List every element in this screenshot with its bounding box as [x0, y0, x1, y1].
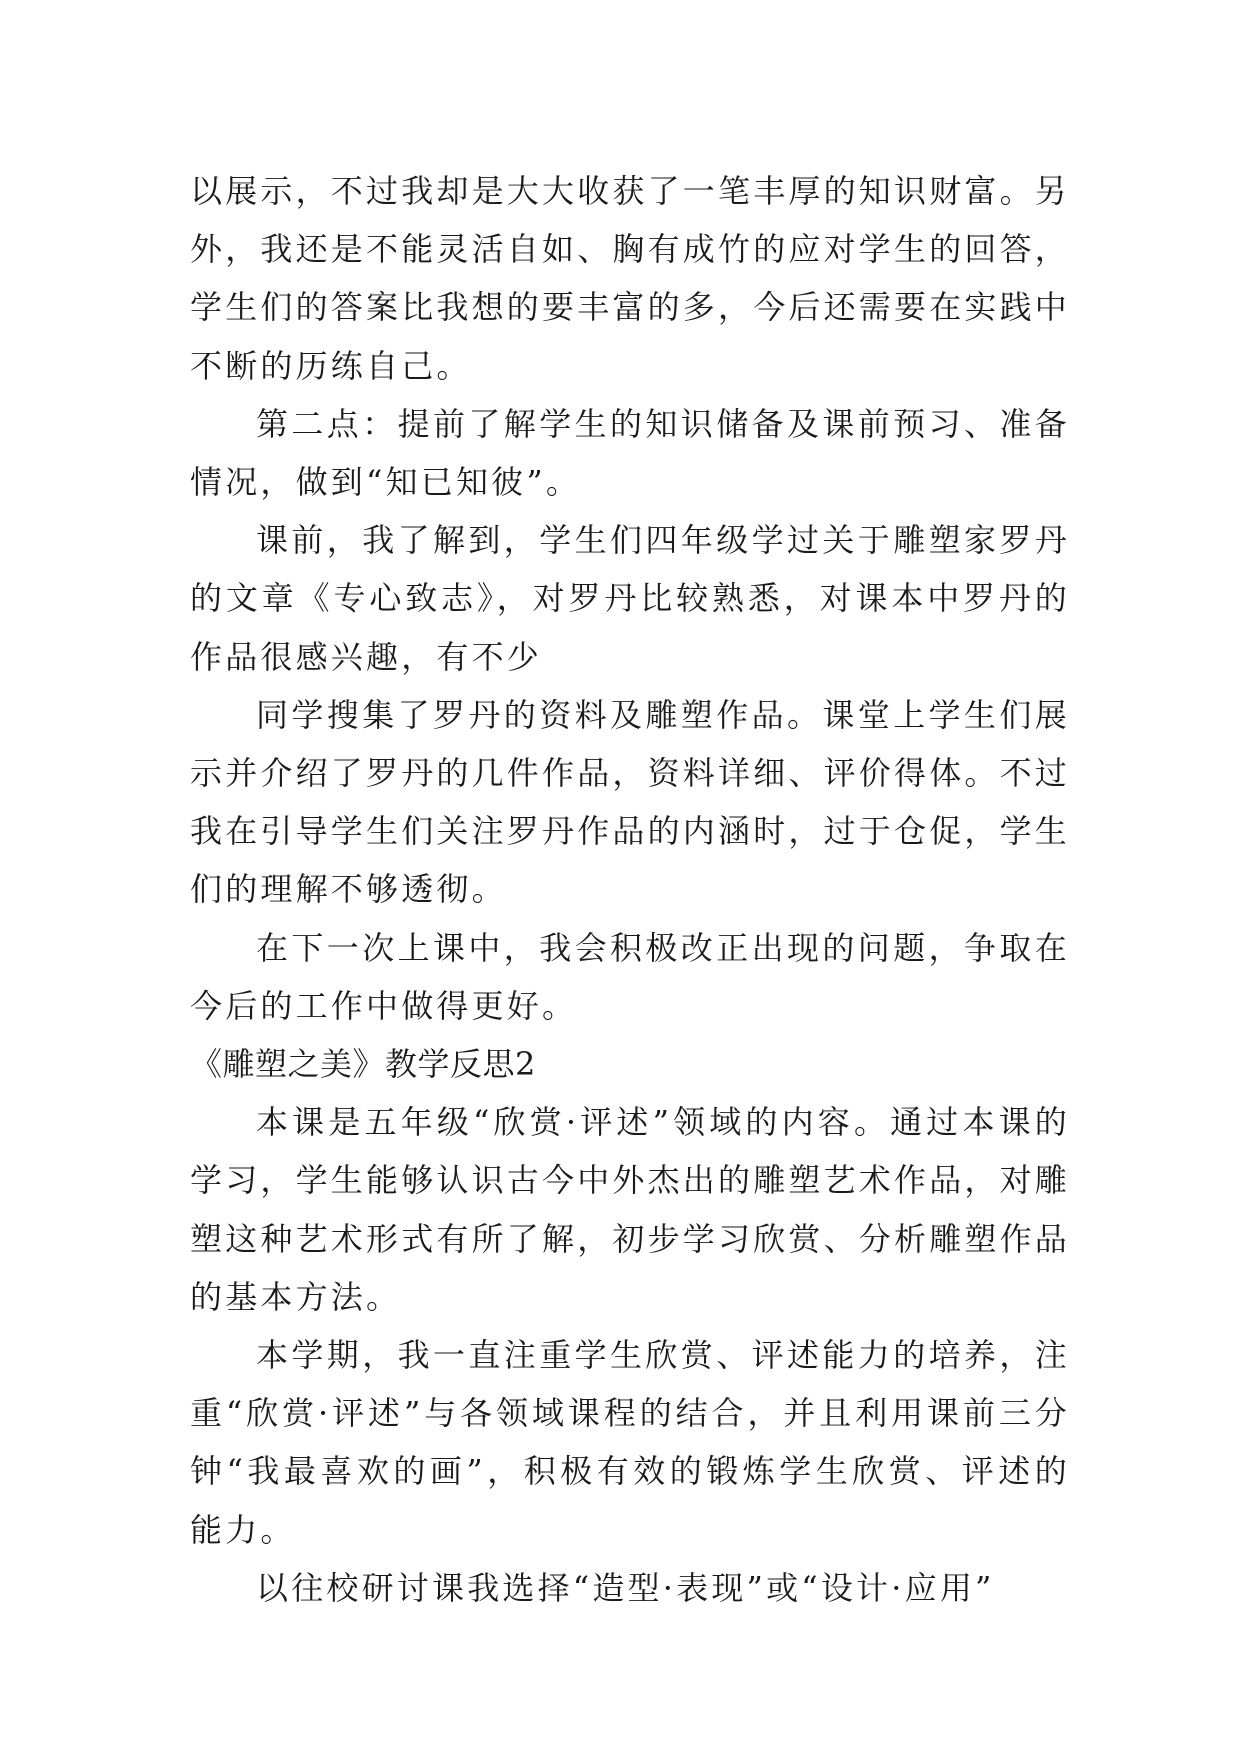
paragraph: 课前，我了解到，学生们四年级学过关于雕塑家罗丹的文章《专心致志》，对罗丹比较熟悉，对课本中罗丹的作品很感兴趣，有不少 — [190, 521, 1070, 676]
paragraph: 以往校研讨课我选择“造型·表现”或“设计·应用” — [256, 1568, 995, 1607]
document-body — [190, 162, 1070, 1617]
paragraph: 本学期，我一直注重学生欣赏、评述能力的培养，注重“欣赏·评述”与各领域课程的结合，并且利用课前三分钟“我最喜欢的画”，积极有效的锻炼学生欣赏、评述的能力。 — [190, 1336, 1070, 1549]
paragraph: 本课是五年级“欣赏·评述”领域的内容。通过本课的学习，学生能够认识古今中外杰出的雕塑艺术作品，对雕塑这种艺术形式有所了解，初步学习欣赏、分析雕塑作品的基本方法。 — [190, 1103, 1071, 1316]
paragraph: 以展示，不过我却是大大收获了一笔丰厚的知识财富。另外，我还是不能灵活自如、胸有成竹的应对学生的回答，学生们的答案比我想的要丰富的多，今后还需要在实践中不断的历练自己。 — [190, 172, 1071, 385]
section-heading: 《雕塑之美》教学反思2 — [190, 1045, 536, 1084]
paragraph: 同学搜集了罗丹的资料及雕塑作品。课堂上学生们展示并介绍了罗丹的几件作品，资料详细、评价得体。不过我在引导学生们关注罗丹作品的内涵时，过于仓促，学生们的理解不够透彻。 — [190, 695, 1071, 909]
paragraph: 第二点：提前了解学生的知识储备及课前预习、准备情况，做到“知已知彼”。 — [190, 404, 1070, 502]
paragraph: 在下一次上课中，我会积极改正出现的问题，争取在今后的工作中做得更好。 — [190, 928, 1070, 1025]
